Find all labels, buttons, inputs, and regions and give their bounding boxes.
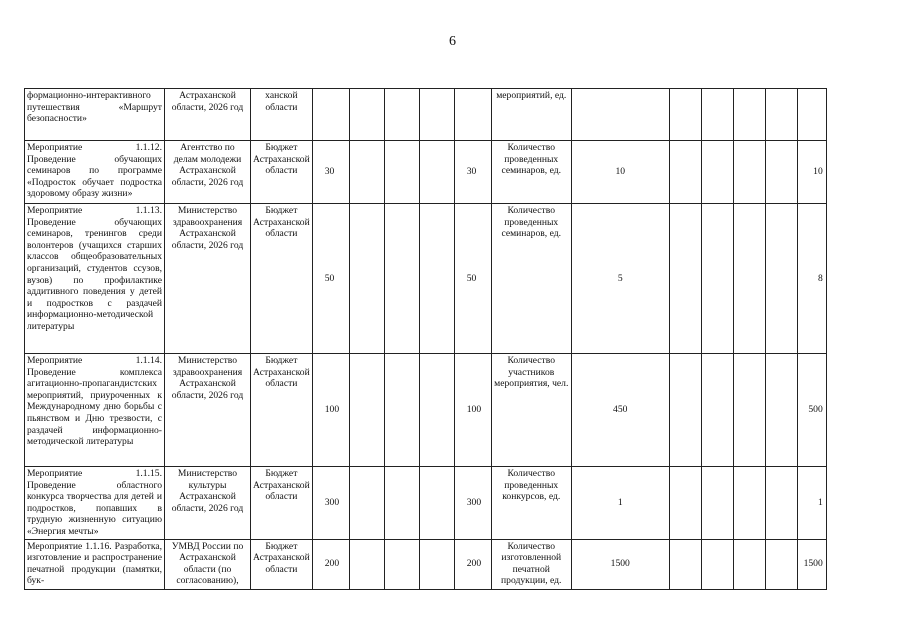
- funding-source-cell: Бюджет Астраханской области: [251, 354, 313, 467]
- empty-cell: [733, 539, 765, 589]
- funding-2026-cell: 300: [454, 467, 491, 540]
- empty-cell: [349, 467, 384, 540]
- funding-source-cell: Бюджет Астраханской области: [251, 204, 313, 354]
- empty-cell: [669, 141, 701, 204]
- executor-cell: Министерство культуры Астраханской области, 2026 год: [165, 467, 251, 540]
- table-row: [25, 141, 827, 204]
- executor-cell: Министерство здравоохранения Астраханской области, 2026 год: [165, 204, 251, 354]
- indicator-name-cell: Количество проведенных семинаров, ед.: [491, 141, 571, 204]
- indicator-total-cell: [571, 89, 669, 141]
- funding-2026-cell: 50: [454, 204, 491, 354]
- empty-cell: [419, 467, 454, 540]
- empty-cell: [384, 141, 419, 204]
- program-activities-table: [24, 88, 827, 590]
- table-row: [25, 89, 827, 141]
- empty-cell: [765, 89, 797, 141]
- table-row: [25, 204, 827, 354]
- funding-source-cell: ханской области: [251, 89, 313, 141]
- empty-cell: [733, 141, 765, 204]
- empty-cell: [349, 539, 384, 589]
- empty-cell: [349, 354, 384, 467]
- empty-cell: [349, 204, 384, 354]
- executor-cell: Астраханской области, 2026 год: [165, 89, 251, 141]
- funding-source-cell: Бюджет Астраханской области: [251, 467, 313, 540]
- empty-cell: [701, 467, 733, 540]
- table-row: [25, 539, 827, 589]
- funding-total-cell: 100: [312, 354, 349, 467]
- empty-cell: [384, 467, 419, 540]
- funding-total-cell: 50: [312, 204, 349, 354]
- funding-source-cell: Бюджет Астраханской области: [251, 141, 313, 204]
- empty-cell: [765, 141, 797, 204]
- indicator-2026-cell: 1: [797, 467, 826, 540]
- indicator-name-cell: Количество проведенных семинаров, ед.: [491, 204, 571, 354]
- empty-cell: [765, 467, 797, 540]
- empty-cell: [669, 89, 701, 141]
- empty-cell: [701, 204, 733, 354]
- indicator-total-cell: 10: [571, 141, 669, 204]
- table-row: [25, 354, 827, 467]
- indicator-2026-cell: 500: [797, 354, 826, 467]
- executor-cell: УМВД России по Астраханской области (по согласованию),: [165, 539, 251, 589]
- empty-cell: [733, 89, 765, 141]
- activity-cell: Мероприятие 1.1.12. Проведение обучающих семинаров по программе «Подросток обучает подростка здоровому образу жизни»: [25, 141, 165, 204]
- empty-cell: [701, 354, 733, 467]
- indicator-total-cell: 450: [571, 354, 669, 467]
- funding-total-cell: [312, 89, 349, 141]
- empty-cell: [733, 467, 765, 540]
- empty-cell: [384, 539, 419, 589]
- empty-cell: [733, 204, 765, 354]
- empty-cell: [419, 204, 454, 354]
- executor-cell: Министерство здравоохранения Астраханской области, 2026 год: [165, 354, 251, 467]
- empty-cell: [349, 141, 384, 204]
- funding-source-cell: Бюджет Астраханской области: [251, 539, 313, 589]
- indicator-2026-cell: 1500: [797, 539, 826, 589]
- empty-cell: [765, 204, 797, 354]
- funding-2026-cell: 100: [454, 354, 491, 467]
- executor-cell: Агентство по делам молодежи Астраханской области, 2026 год: [165, 141, 251, 204]
- empty-cell: [419, 89, 454, 141]
- indicator-name-cell: Количество изготовленной печатной продукции, ед.: [491, 539, 571, 589]
- empty-cell: [765, 354, 797, 467]
- empty-cell: [384, 204, 419, 354]
- empty-cell: [669, 539, 701, 589]
- empty-cell: [669, 354, 701, 467]
- empty-cell: [349, 89, 384, 141]
- indicator-total-cell: 1500: [571, 539, 669, 589]
- indicator-total-cell: 1: [571, 467, 669, 540]
- activity-cell: Мероприятие 1.1.13. Проведение обучающих семинаров, тренингов среди волонтеров (учащихся старших классов общеобразовательных организаций, студентов ссузов, вузов) по профилактике аддитивного поведения у детей и подростков с раздачей информационно-методической литературы: [25, 204, 165, 354]
- activity-cell: Мероприятие 1.1.14. Проведение комплекса агитационно-пропагандистских мероприятий, приуроченных к Международному дню борьбы с пьянством и Дню трезвости, с раздачей информационно-методической литературы: [25, 354, 165, 467]
- empty-cell: [419, 354, 454, 467]
- activity-cell: формационно-интерактивного путешествия «Маршрут безопасности»: [25, 89, 165, 141]
- empty-cell: [419, 141, 454, 204]
- funding-total-cell: 30: [312, 141, 349, 204]
- indicator-2026-cell: 8: [797, 204, 826, 354]
- empty-cell: [419, 539, 454, 589]
- indicator-name-cell: мероприятий, ед.: [491, 89, 571, 141]
- empty-cell: [384, 89, 419, 141]
- indicator-2026-cell: 10: [797, 141, 826, 204]
- indicator-name-cell: Количество проведенных конкурсов, ед.: [491, 467, 571, 540]
- empty-cell: [669, 467, 701, 540]
- empty-cell: [701, 539, 733, 589]
- empty-cell: [733, 354, 765, 467]
- funding-2026-cell: [454, 89, 491, 141]
- funding-2026-cell: 200: [454, 539, 491, 589]
- funding-2026-cell: 30: [454, 141, 491, 204]
- empty-cell: [384, 354, 419, 467]
- indicator-total-cell: 5: [571, 204, 669, 354]
- empty-cell: [765, 539, 797, 589]
- empty-cell: [701, 141, 733, 204]
- activity-cell: Мероприятие 1.1.15. Проведение областного конкурса творчества для детей и подростков, попавших в трудную жизненную ситуацию «Энергия мечты»: [25, 467, 165, 540]
- page-number: 6: [449, 34, 456, 49]
- funding-total-cell: 300: [312, 467, 349, 540]
- indicator-2026-cell: [797, 89, 826, 141]
- empty-cell: [701, 89, 733, 141]
- funding-total-cell: 200: [312, 539, 349, 589]
- activity-cell: Мероприятие 1.1.16. Разработка, изготовление и распространение печатной продукции (памятки, бук-: [25, 539, 165, 589]
- table-row: [25, 467, 827, 540]
- indicator-name-cell: Количество участников мероприятия, чел.: [491, 354, 571, 467]
- empty-cell: [669, 204, 701, 354]
